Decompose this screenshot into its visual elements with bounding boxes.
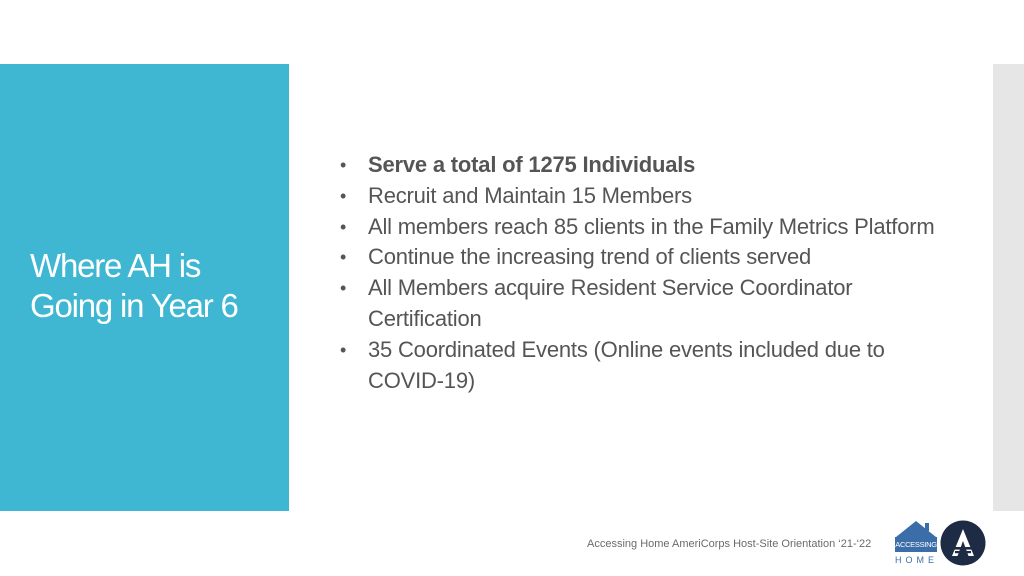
bullet-text: 35 Coordinated Events (Online events included due to COVID-19) (368, 336, 885, 393)
bullet-item (338, 242, 948, 273)
bullet-item (338, 273, 948, 335)
bullet-item (338, 181, 948, 212)
bullet-marker: • (340, 339, 347, 360)
slide-title-line-2: Going in Year 6 (30, 287, 238, 324)
bullet-item (338, 335, 948, 397)
bullet-marker: • (340, 247, 347, 268)
slide-title-line-1: Where AH is (30, 247, 201, 284)
bullet-item (338, 212, 948, 243)
logo-accessing-word: ACCESSING (895, 537, 937, 552)
bullet-text: All Members acquire Resident Service Coordinator Certification (368, 275, 853, 331)
footer-text: Accessing Home AmeriCorps Host-Site Orientation ‘21-‘22 (587, 538, 872, 550)
logo-home-word: HOME (895, 555, 938, 565)
bullet-marker: • (340, 155, 347, 175)
bullet-text: Continue the increasing trend of clients served (368, 244, 812, 270)
bullet-marker: • (340, 185, 347, 206)
bullet-marker: • (340, 216, 347, 237)
bullet-text: Serve a total of 1275 Individuals (368, 152, 696, 177)
bullet-text: Recruit and Maintain 15 Members (368, 182, 692, 208)
accessing-home-logo (895, 520, 937, 568)
right-accent-strip (993, 64, 1024, 511)
bullet-item (338, 150, 948, 181)
slide-title (30, 246, 280, 326)
americorps-logo-icon (940, 520, 986, 566)
bullet-marker: • (340, 278, 347, 299)
bullet-list (338, 150, 948, 396)
bullet-text: All members reach 85 clients in the Family Metrics Platform (368, 213, 935, 239)
